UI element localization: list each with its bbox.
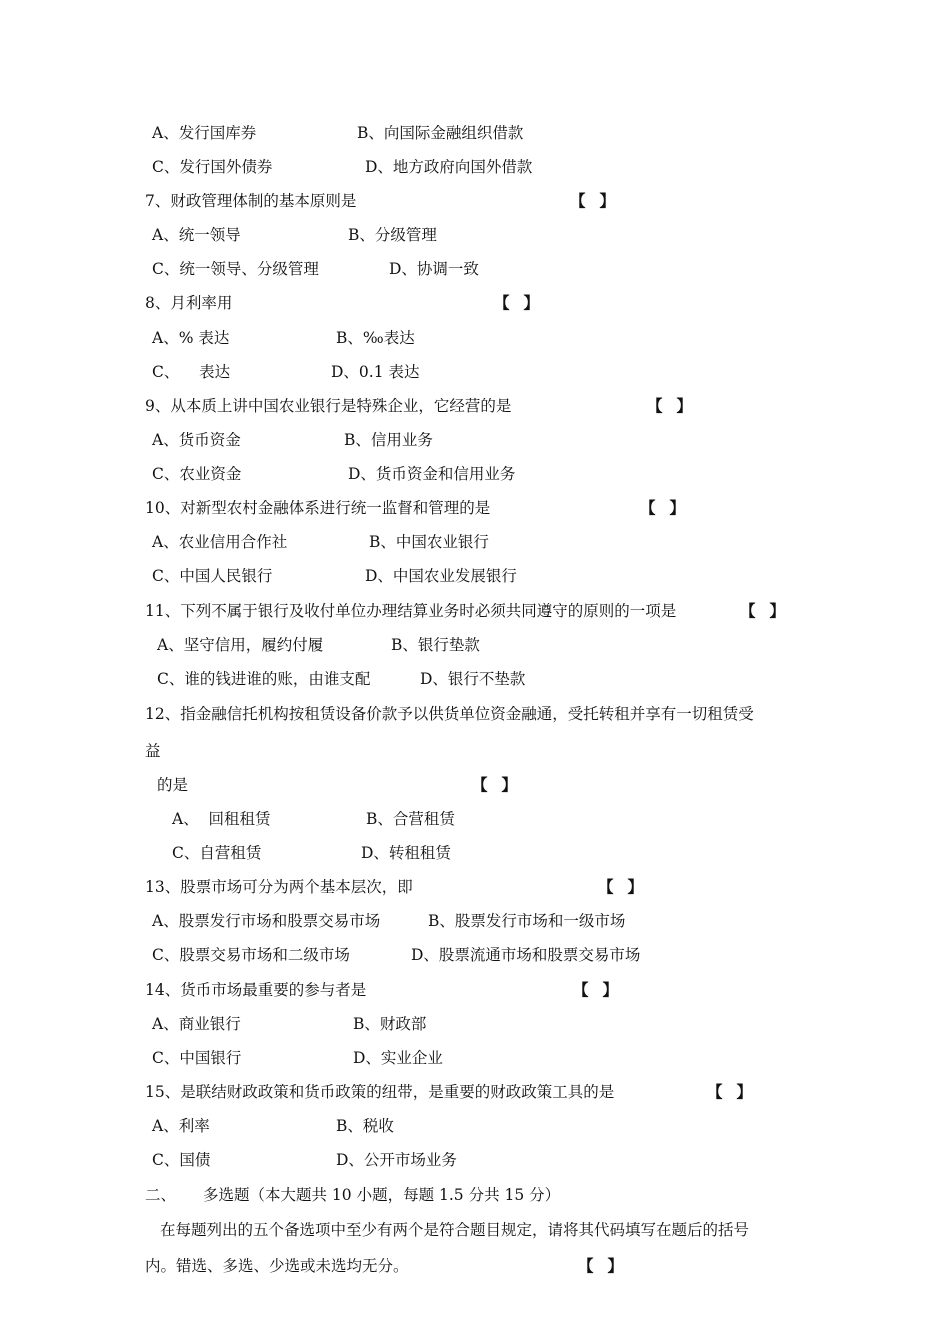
q8-option-c: C、 表达	[152, 363, 231, 381]
q6-option-d: D、地方政府向国外借款	[365, 158, 533, 176]
section-2-answer-bracket: 【】	[578, 1256, 638, 1275]
q7-option-a: A、统一领导	[152, 226, 241, 244]
q10-option-b: B、中国农业银行	[369, 533, 489, 551]
q12-option-b: B、合营租赁	[366, 810, 455, 828]
q14-option-a: A、商业银行	[152, 1015, 241, 1033]
q14-stem: 14、货币市场最重要的参与者是	[145, 981, 367, 999]
q8-option-b: B、‰表达	[336, 329, 415, 347]
q12-stem-line-3: 的是	[157, 776, 189, 794]
q12-option-d: D、转租租赁	[361, 844, 451, 862]
q13-option-c: C、股票交易市场和二级市场	[152, 946, 350, 964]
section-2-instructions-line-2: 内。错选、多选、少选或未选均无分。	[145, 1257, 409, 1275]
q8-stem: 8、月利率用	[145, 294, 233, 312]
q14-option-c: C、中国银行	[152, 1049, 242, 1067]
q12-answer-bracket: 【】	[472, 775, 532, 794]
q12-option-c: C、自营租赁	[172, 844, 262, 862]
q15-option-a: A、利率	[152, 1117, 210, 1135]
q11-answer-bracket: 【】	[740, 601, 800, 620]
q8-answer-bracket: 【】	[494, 293, 554, 312]
q10-option-c: C、中国人民银行	[152, 567, 273, 585]
q13-option-a: A、股票发行市场和股票交易市场	[152, 912, 381, 930]
q11-option-c: C、谁的钱进谁的账，由谁支配	[157, 670, 371, 688]
q12-stem-line-1: 12、指金融信托机构按租赁设备价款予以供货单位资金融通，受托转租并享有一切租赁受	[145, 705, 754, 723]
q11-option-a: A、坚守信用，履约付履	[157, 636, 324, 654]
section-2-instructions-line-1: 在每题列出的五个备选项中至少有两个是符合题目规定，请将其代码填写在题后的括号	[160, 1221, 750, 1239]
q12-option-a: A、 回租租赁	[172, 810, 271, 828]
q9-stem: 9、从本质上讲中国农业银行是特殊企业，它经营的是	[145, 397, 512, 415]
q15-stem: 15、是联结财政政策和货币政策的纽带，是重要的财政政策工具的是	[145, 1083, 615, 1101]
q10-option-a: A、农业信用合作社	[152, 533, 288, 551]
q14-answer-bracket: 【】	[573, 980, 633, 999]
q13-option-b: B、股票发行市场和一级市场	[428, 912, 626, 930]
q14-option-b: B、财政部	[353, 1015, 427, 1033]
section-2-heading: 多选题（本大题共 10 小题，每题 1.5 分共 15 分）	[203, 1186, 561, 1204]
q9-option-a: A、货币资金	[152, 431, 241, 449]
q7-stem: 7、财政管理体制的基本原则是	[145, 192, 357, 210]
q13-answer-bracket: 【】	[598, 877, 658, 896]
q11-option-d: D、银行不垫款	[420, 670, 526, 688]
q15-option-c: C、国债	[152, 1151, 211, 1169]
q7-option-b: B、分级管理	[348, 226, 437, 244]
q9-answer-bracket: 【】	[647, 396, 707, 415]
q7-option-d: D、协调一致	[389, 260, 479, 278]
q8-option-d: D、0.1 表达	[331, 363, 420, 381]
section-2-number: 二、	[145, 1186, 177, 1204]
q6-option-b: B、向国际金融组织借款	[357, 124, 524, 142]
q6-option-a: A、发行国库券	[152, 124, 257, 142]
q9-option-c: C、农业资金	[152, 465, 242, 483]
q9-option-d: D、货币资金和信用业务	[348, 465, 516, 483]
q7-answer-bracket: 【】	[570, 191, 630, 210]
q15-option-b: B、税收	[336, 1117, 394, 1135]
q7-option-c: C、统一领导、分级管理	[152, 260, 319, 278]
q14-option-d: D、实业企业	[353, 1049, 443, 1067]
q10-stem: 10、对新型农村金融体系进行统一监督和管理的是	[145, 499, 491, 517]
q15-answer-bracket: 【】	[707, 1082, 767, 1101]
q11-option-b: B、银行垫款	[391, 636, 480, 654]
q10-option-d: D、中国农业发展银行	[365, 567, 517, 585]
q13-stem: 13、股票市场可分为两个基本层次，即	[145, 878, 413, 896]
q11-stem: 11、下列不属于银行及收付单位办理结算业务时必须共同遵守的原则的一项是	[145, 602, 677, 620]
q13-option-d: D、股票流通市场和股票交易市场	[411, 946, 641, 964]
q12-stem-line-2: 益	[145, 742, 161, 760]
q10-answer-bracket: 【】	[640, 498, 700, 517]
q8-option-a: A、% 表达	[152, 329, 230, 347]
q15-option-d: D、公开市场业务	[336, 1151, 457, 1169]
q6-option-c: C、发行国外债券	[152, 158, 273, 176]
q9-option-b: B、信用业务	[344, 431, 433, 449]
